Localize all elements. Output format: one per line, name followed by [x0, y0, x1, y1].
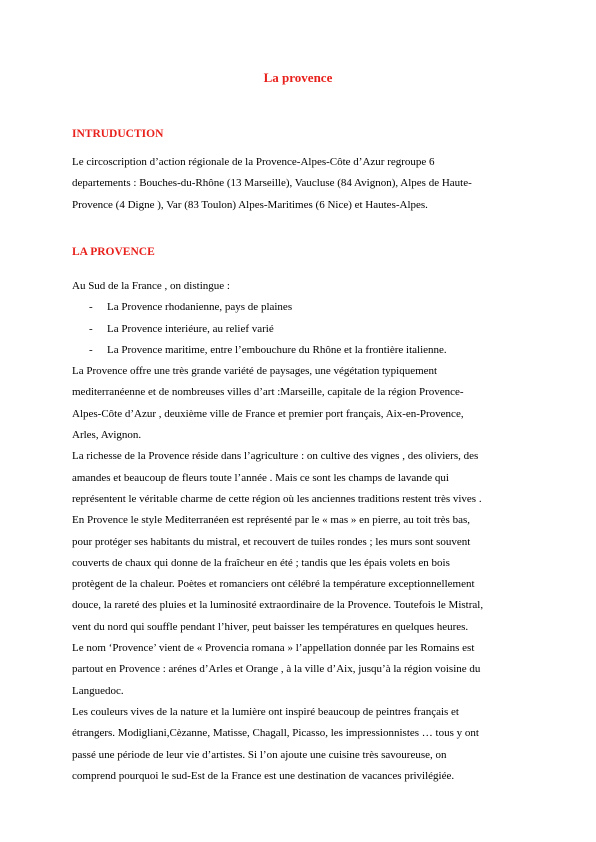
intro-line: Provence (4 Digne ), Var (83 Toulon) Alpes-Maritimes (6 Nice) et Hautes-Alpes. — [72, 198, 428, 211]
intro-heading: INTRUDUCTION — [72, 128, 164, 140]
list-item-text: La Provence interiéure, au relief varié — [107, 322, 274, 335]
list-item — [72, 340, 532, 361]
document-title: La provence — [263, 70, 333, 85]
bullet-dash: - — [89, 343, 93, 356]
body-line: partout en Provence : arénes d’Arles et Orange , à la ville d’Aix, jusqu’à la région voisine du — [72, 663, 481, 676]
body-line: pour protéger ses habitants du mistral, et recouvert de tuiles rondes ; les murs sont souvent — [72, 535, 471, 548]
body-line: En Provence le style Mediterranéen est représenté par le « mas » en pierre, au toit très bas, — [72, 514, 470, 527]
list-item-text: La Provence maritime, entre l’embouchure du Rhône et la frontière italienne. — [107, 343, 447, 356]
intro-paragraph — [72, 152, 532, 216]
bullet-dash: - — [89, 322, 93, 335]
body-line: protègent de la chaleur. Poètes et romanciers ont célébré la température exceptionnellement — [72, 578, 475, 591]
provence-body — [72, 276, 532, 787]
body-line: douce, la rareté des pluies et la luminosité extraordinaire de la Provence. Toutefois le Mistral, — [72, 599, 484, 612]
bullet-dash: - — [89, 301, 93, 314]
intro-line: Le circoscription d’action régionale de la Provence-Alpes-Côte d’Azur regroupe 6 — [72, 156, 435, 168]
body-line: La Provence offre une très grande variété de paysages, une végétation typiquement — [72, 365, 438, 378]
body-line: Les couleurs vives de la nature et la lumière ont inspiré beaucoup de peintres français et — [72, 705, 459, 718]
list-item-text: La Provence rhodanienne, pays de plaines — [107, 301, 293, 314]
body-line: La richesse de la Provence réside dans l’agriculture : on cultive des vignes , des oliviers, des — [72, 450, 479, 463]
body-line: étrangers. Modigliani,Cèzanne, Matisse, Chagall, Picasso, les impressionnistes … tous y ont — [72, 727, 479, 740]
provence-heading: LA PROVENCE — [72, 246, 155, 258]
list-item — [72, 297, 532, 318]
body-line: vent du nord qui souffle pendant l’hiver, peut baisser les températures en quelques heures. — [72, 620, 469, 633]
body-line: couverts de chaux qui donne de la fraîcheur en été ; tandis que les épais volets en bois — [72, 556, 450, 569]
body-line: comprend pourquoi le sud-Est de la France est une destination de vacances privilégiée. — [72, 769, 455, 782]
intro-line: departements : Bouches-du-Rhône (13 Marseille), Vaucluse (84 Avignon), Alpes de Haute- — [72, 177, 472, 190]
body-line: amandes et beaucoup de fleurs toute l’année . Mais ce sont les champs de lavande qui — [72, 471, 449, 484]
body-line: Languedoc. — [72, 684, 124, 697]
region-list — [72, 297, 532, 361]
body-line: représentent le véritable charme de cette région où les anciennes traditions restent très vives . — [72, 492, 482, 505]
body-line: Arles, Avignon. — [72, 429, 142, 442]
body-line: Le nom ‘Provence’ vient de « Provencia romana » l’appellation donnée par les Romains est — [72, 642, 475, 655]
list-item — [72, 319, 532, 340]
body-line: passé une période de leur vie d’artistes. Si l’on ajoute une cuisine très savoureuse, on — [72, 748, 447, 761]
body-line: Alpes-Côte d’Azur , deuxième ville de France et premier port français, Aix-en-Provence, — [72, 407, 464, 420]
body-line: mediterranéenne et de nombreuses villes d’art :Marseille, capitale de la région Provence- — [72, 386, 464, 399]
provence-lead: Au Sud de la France , on distingue : — [72, 280, 230, 292]
